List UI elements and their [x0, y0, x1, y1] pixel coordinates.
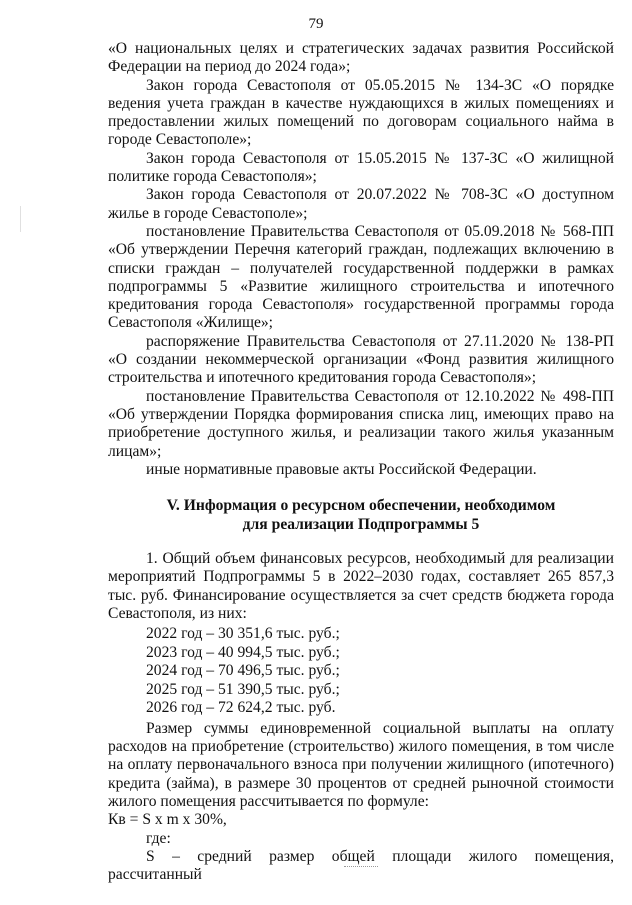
- paragraph-order-138: распоряжение Правительства Севастополя от 27.11.2020 № 138-РП «О создании некоммерческой организации «Фонд развития жилищного строительства и ипотечного кредитования города Севастополя»;: [108, 332, 614, 387]
- formula: Кв = S x m x 30%,: [108, 811, 227, 829]
- paragraph-other-acts: иные нормативные правовые акты Российской Федерации.: [146, 460, 537, 478]
- paragraph-law-134: Закон города Севастополя от 05.05.2015 № 134-ЗС «О порядке ведения учета граждан в качестве нуждающихся в жилых помещениях и предоставлении жилых помещений по договорам социального найма в городе Севастополе»;: [108, 76, 614, 149]
- list-item: 2023 год – 40 994,5 тыс. руб.;: [146, 643, 340, 661]
- scan-artifact-bottom: [344, 866, 378, 868]
- list-item: 2026 год – 72 624,2 тыс. руб.: [146, 699, 336, 717]
- section-heading-line2: для реализации Подпрограммы 5: [242, 515, 480, 533]
- document-body: [108, 40, 614, 884]
- paragraph-law-137: Закон города Севастополя от 15.05.2015 № 137-ЗС «О жилищной политике города Севастополя»;: [108, 149, 614, 186]
- list-item: 2025 год – 51 390,5 тыс. руб.;: [146, 680, 340, 698]
- paragraph-law-708: Закон города Севастополя от 20.07.2022 № 708-ЗС «О доступном жилье в городе Севастополе»;: [108, 186, 614, 222]
- paragraph-resolution-568: постановление Правительства Севастополя от 05.09.2018 № 568-ПП «Об утверждении Перечня категорий граждан, подлежащих включению в списки граждан – получателей государственной поддержки в рамках подпрограммы 5 «Развитие жилищного строительства и ипотечного кредитования города Севастополя» государственной программы города Севастополя «Жилище»;: [108, 222, 614, 332]
- paragraph-total-funding: 1. Общий объем финансовых ресурсов, необходимый для реализации мероприятий Подпрограммы 5 в 2022–2030 годах, составляет 265 857,3 тыс. руб. Финансирование осуществляется за счет средств бюджета города Севастополя, из них:: [108, 550, 614, 623]
- paragraph-resolution-498: постановление Правительства Севастополя от 12.10.2022 № 498-ПП «Об утверждении Порядка формирования списка лиц, имеющих право на приобретение доступного жилья, и реализации такого жилья указанным лицам»;: [108, 387, 614, 460]
- where-label: где:: [146, 829, 171, 847]
- list-item: 2022 год – 30 351,6 тыс. руб.;: [146, 625, 340, 643]
- list-item: 2024 год – 70 496,5 тыс. руб.;: [146, 662, 340, 680]
- paragraph-national-goals: «О национальных целях и стратегических задачах развития Российской Федерации на период до 2024 года»;: [108, 40, 614, 76]
- paragraph-payment-size: Размер суммы единовременной социальной выплаты на оплату расходов на приобретение (строительство) жилого помещения, в том числе на оплату первоначального взноса при получении жилищного (ипотечного) кредита (займа), в размере 30 процентов от средней рыночной стоимости жилого помещения рассчитывается по формуле:: [108, 719, 614, 810]
- scan-artifact-margin: [20, 206, 21, 232]
- page-number: 79: [308, 16, 324, 32]
- section-heading-line1: V. Информация о ресурсном обеспечении, необходимом: [166, 497, 556, 515]
- section-heading: [108, 497, 614, 534]
- yearly-funding-list: [146, 625, 614, 718]
- definition-s: S – средний размер общей площади жилого помещения, рассчитанный: [108, 847, 614, 884]
